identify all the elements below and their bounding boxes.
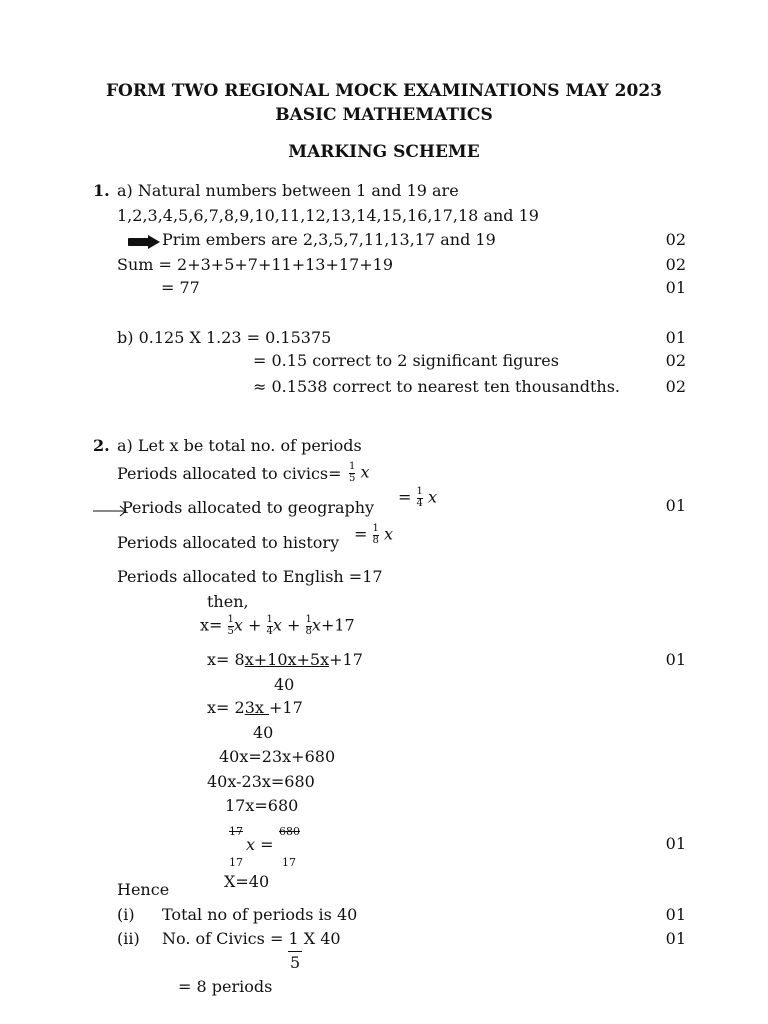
equation-setup: x= $\frac{1}{5}$ x + $\frac{1}{4}$ x + $\frac{1}{8}$ x+17 [200,614,355,637]
mark: 01 [665,834,686,853]
q1-a-line5: = 77 [161,278,200,297]
q2-a-line1: a) Let x be total no. of periods [117,436,362,455]
civics-label: Periods allocated to civics= [117,464,342,483]
step-6: X=40 [224,872,270,891]
q1-b-line1: b) 0.125 X 1.23 = 0.15375 [117,328,332,347]
fraction-17-bottom: 17 [229,856,243,869]
geography-fraction: = $\frac{1}{4}$ x [398,486,437,509]
mark: 01 [665,496,686,515]
q1-b-line3: ≈ 0.1538 correct to nearest ten thousandths. [253,377,620,396]
subject-title: BASIC MATHEMATICS [275,105,493,125]
step-4: 40x-23x=680 [207,772,315,791]
q1-a-line4: Sum = 2+3+5+7+11+13+17+19 [117,255,394,274]
then-text: then, [207,592,249,611]
fraction-x-eq: x = [246,835,274,854]
mark: 01 [665,650,686,669]
step-1-numerator: x= 8x+10x+5x+17 [207,650,363,669]
fraction-17-top: 17 [229,825,243,838]
item-ii-result: = 8 periods [178,977,273,996]
geography-label: Periods allocated to geography [122,498,375,517]
mark: 01 [665,905,686,924]
q1-b-line2: = 0.15 correct to 2 significant figures [253,351,559,370]
item-i-text: Total no of periods is 40 [162,905,358,924]
step-2-numerator: x= 23x +17 [207,698,303,717]
fraction-680-top: 680 [279,825,300,838]
step-3: 40x=23x+680 [219,747,336,766]
q1-a-line1: a) Natural numbers between 1 and 19 are [117,181,459,200]
mark: 02 [665,351,686,370]
right-arrow-icon [127,234,161,250]
mark: 02 [665,230,686,249]
item-ii-text: No. of Civics = 1 X 40 [162,929,341,948]
step-1-denominator: 40 [274,675,295,694]
fraction-bar [288,951,302,952]
mark: 01 [665,929,686,948]
item-ii-label: (ii) [117,929,140,948]
english-label: Periods allocated to English =17 [117,567,383,586]
step-2-denominator: 40 [253,723,274,742]
mark: 01 [665,278,686,297]
history-fraction: = $\frac{1}{8}$ x [354,523,393,546]
exam-title: FORM TWO REGIONAL MOCK EXAMINATIONS MAY 2023 [105,81,662,101]
mark: 01 [665,328,686,347]
marking-scheme-title: MARKING SCHEME [288,142,480,162]
step-5: 17x=680 [225,796,299,815]
q1-a-line3: Prim embers are 2,3,5,7,11,13,17 and 19 [162,230,496,249]
hence-text: Hence [117,880,170,899]
history-label: Periods allocated to history [117,533,340,552]
q1-a-line2: 1,2,3,4,5,6,7,8,9,10,11,12,13,14,15,16,17,18 and 19 [117,206,539,225]
mark: 02 [665,377,686,396]
item-i-label: (i) [117,905,135,924]
fraction-17-bottom: 17 [282,856,296,869]
question-1-number: 1. [93,181,110,200]
question-2-number: 2. [93,436,110,455]
civics-fraction: $\frac{1}{5}$ x [349,461,370,484]
item-ii-denominator: 5 [290,953,301,972]
mark: 02 [665,255,686,274]
